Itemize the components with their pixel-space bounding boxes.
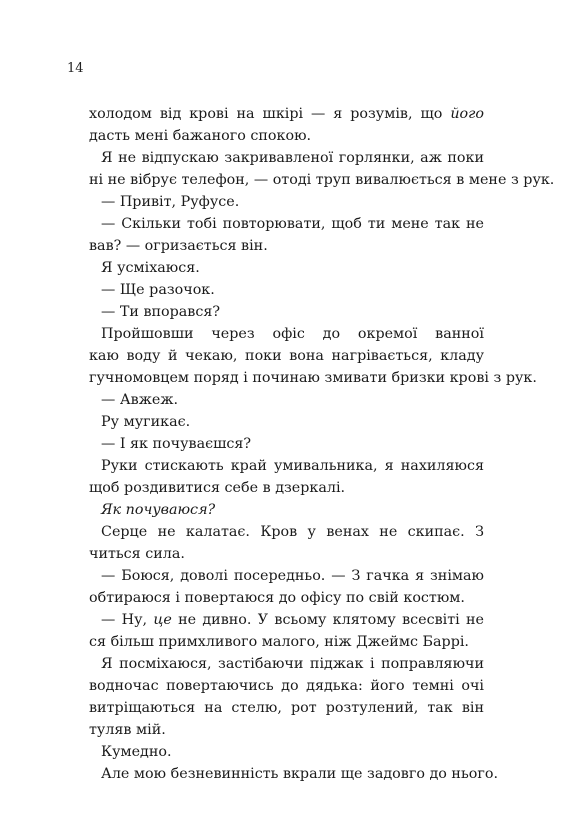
- text-run: щоб роздивитися себе в дзеркалі.: [89, 480, 346, 496]
- text-line: [89, 323, 484, 345]
- text-line: [89, 521, 484, 543]
- text-run: холодом від крові на шкірі — я розумів, що: [89, 106, 451, 122]
- text-line: [89, 763, 498, 785]
- text-run: — Боюся, доволі посередньо. — З гачка я знімаю: [101, 568, 484, 584]
- text-run: — І як почуваєшся?: [101, 436, 252, 452]
- text-run: Пройшовши через офіс до окремої ванної: [101, 326, 484, 342]
- text-run: Я не відпускаю закривавленої горлянки, аж поки: [101, 150, 484, 166]
- text-run: Серце не калатає. Кров у венах не скипає. З: [101, 524, 484, 540]
- text-run: обтираюся і повертаюся до офісу по свій костюм.: [89, 590, 465, 606]
- italic-text: Як почуваюся?: [101, 502, 216, 518]
- text-line: [89, 543, 484, 565]
- text-line: [89, 147, 484, 169]
- text-run: Я усміхаюся.: [101, 260, 200, 276]
- text-run: Але мою безневинність вкрали ще задовго до нього.: [101, 766, 498, 782]
- text-line: [89, 499, 484, 521]
- text-run: Кумедно.: [101, 744, 172, 760]
- text-line: [89, 257, 484, 279]
- text-run: Я посміхаюся, застібаючи піджак і поправляючи: [101, 656, 484, 672]
- italic-text: його: [450, 106, 484, 122]
- text-line: [89, 213, 484, 235]
- text-line: [89, 389, 484, 411]
- body-text: [89, 103, 555, 785]
- text-line: [89, 631, 484, 653]
- text-line: [89, 411, 484, 433]
- text-run: водночас повертаючись до дядька: його темні очі: [89, 678, 484, 694]
- text-line: [89, 125, 484, 147]
- text-run: дасть мені бажаного спокою.: [89, 128, 312, 144]
- text-run: витріщаються на стелю, рот розтулений, так він: [89, 700, 484, 716]
- text-run: каю воду й чекаю, поки вона нагрівається, кладу: [89, 348, 484, 364]
- text-line: [89, 741, 484, 763]
- text-line: [89, 235, 484, 257]
- text-line: [89, 477, 484, 499]
- text-line: [89, 367, 537, 389]
- text-run: ні не вібрує телефон, — отоді труп вивалюється в мене з рук.: [89, 172, 555, 188]
- text-line: [89, 191, 484, 213]
- text-run: туляв мій.: [89, 722, 166, 738]
- text-run: — Авжеж.: [101, 392, 179, 408]
- text-run: читься сила.: [89, 546, 185, 562]
- text-line: [89, 675, 484, 697]
- text-line: [89, 719, 484, 741]
- text-line: [89, 345, 484, 367]
- text-run: — Ну,: [101, 612, 154, 628]
- text-line: [89, 609, 484, 631]
- italic-text: це: [153, 612, 172, 628]
- text-line: [89, 587, 484, 609]
- text-line: [89, 455, 484, 477]
- text-line: [89, 653, 484, 675]
- text-run: Руки стискають край умивальника, я нахиляюся: [101, 458, 484, 474]
- text-line: [89, 103, 484, 125]
- text-line: [89, 697, 484, 719]
- text-run: вав? — огризається він.: [89, 238, 268, 254]
- text-line: [89, 169, 555, 191]
- text-run: — Ще разочок.: [101, 282, 215, 298]
- text-line: [89, 565, 484, 587]
- text-line: [89, 433, 484, 455]
- text-run: гучномовцем поряд і починаю змивати бризки крові з рук.: [89, 370, 537, 386]
- text-run: Ру мугикає.: [101, 414, 191, 430]
- text-run: ся більш примхливого малого, ніж Джеймс Баррі.: [89, 634, 469, 650]
- text-run: не дивно. У всьому клятому всесвіті не: [178, 612, 484, 628]
- text-run: — Ти впорався?: [101, 304, 221, 320]
- text-run: — Скільки тобі повторювати, щоб ти мене так не: [101, 216, 484, 232]
- page-number: 14: [67, 61, 84, 76]
- text-run: — Привіт, Руфусе.: [101, 194, 240, 210]
- text-line: [89, 279, 484, 301]
- text-line: [89, 301, 484, 323]
